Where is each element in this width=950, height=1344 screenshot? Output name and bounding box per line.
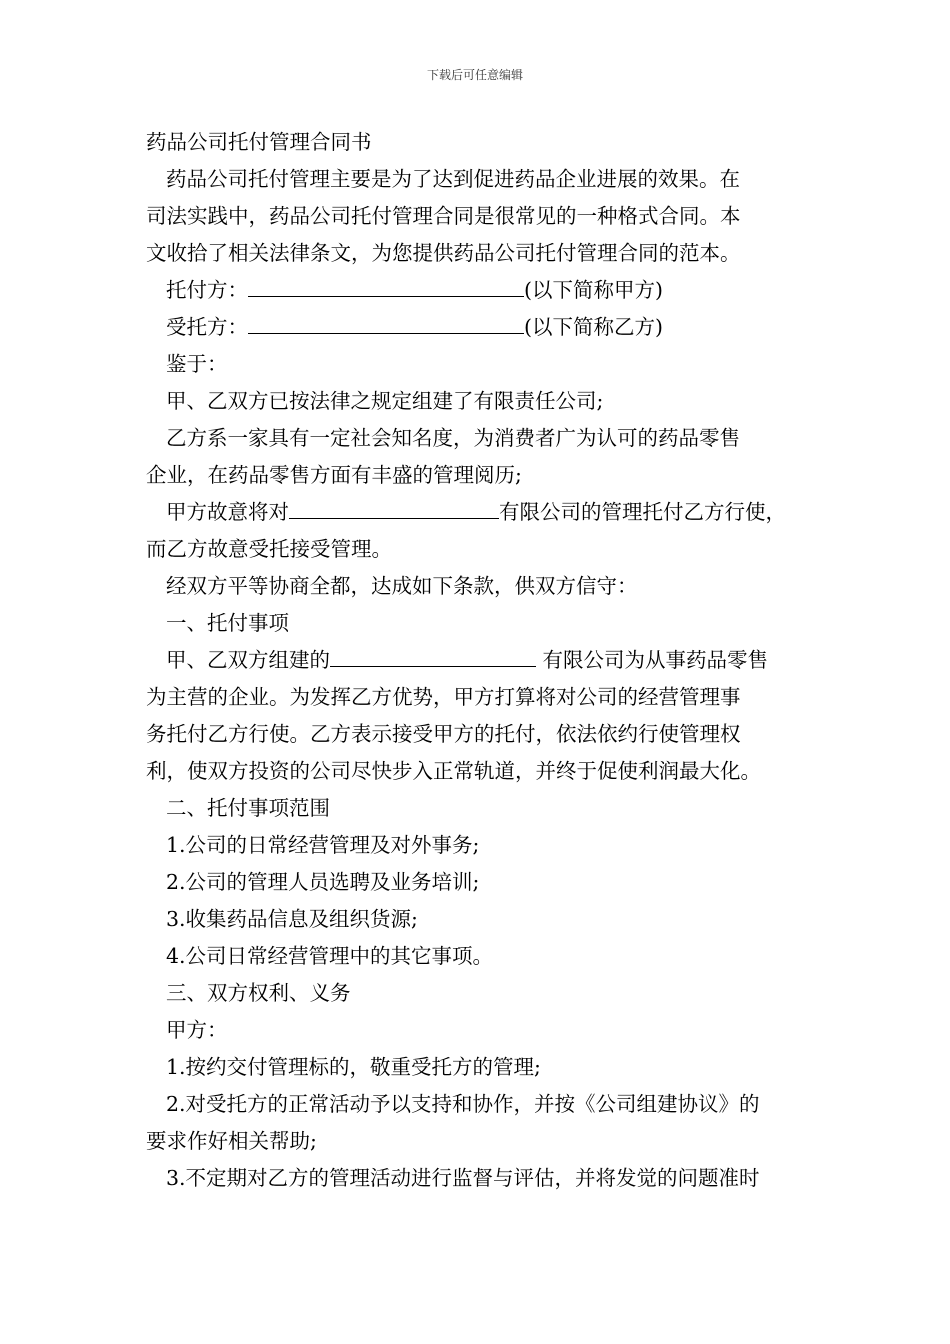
section-2-title: 二、托付事项范围 <box>166 796 330 820</box>
whereas-clause-3 <box>146 494 810 531</box>
whereas-3-suffix: 有限公司的管理托付乙方行使， <box>499 500 786 524</box>
party-a-heading: 甲方： <box>166 1018 228 1042</box>
whereas-clause-3-cont: 而乙方故意受托接受管理。 <box>146 537 392 561</box>
party-a-suffix: (以下简称甲方) <box>524 278 663 302</box>
intro-line: 药品公司托付管理主要是为了达到促进药品企业进展的效果。在 <box>166 167 740 191</box>
section-3-item: 1.按约交付管理标的，敬重受托方的管理; <box>166 1055 541 1079</box>
whereas-clause-2-cont: 企业，在药品零售方面有丰盛的管理阅历; <box>146 463 522 487</box>
party-a-label: 托付方： <box>166 278 248 302</box>
section-1-suffix: 有限公司为从事药品零售 <box>536 648 769 672</box>
section-1-prefix: 甲、乙双方组建的 <box>166 648 330 672</box>
company-blank[interactable] <box>289 496 499 519</box>
party-a-line <box>146 272 810 309</box>
section-3-item: 3.不定期对乙方的管理活动进行监督与评估，并将发觉的问题准时 <box>166 1166 760 1190</box>
whereas-heading: 鉴于： <box>166 352 228 376</box>
section-2-item: 2.公司的管理人员选聘及业务培训; <box>166 870 480 894</box>
section-1-line: 利，使双方投资的公司尽快步入正常轨道，并终于促使利润最大化。 <box>146 759 761 783</box>
section-2-item: 1.公司的日常经营管理及对外事务; <box>166 833 480 857</box>
section-2-item: 4.公司日常经营管理中的其它事项。 <box>166 944 494 968</box>
intro-line: 司法实践中，药品公司托付管理合同是很常见的一种格式合同。本 <box>146 204 741 228</box>
section-1-first-line <box>146 642 810 679</box>
party-b-line <box>146 309 810 346</box>
document-title: 药品公司托付管理合同书 <box>146 130 372 154</box>
whereas-clause-1: 甲、乙双方已按法律之规定组建了有限责任公司; <box>166 389 604 413</box>
party-a-blank[interactable] <box>248 274 524 297</box>
section-3-item-cont: 要求作好相关帮助; <box>146 1129 317 1153</box>
party-b-blank[interactable] <box>248 311 524 334</box>
section-3-item: 2.对受托方的正常活动予以支持和协作，并按《公司组建协议》的 <box>166 1092 760 1116</box>
intro-line: 文收拾了相关法律条文，为您提供药品公司托付管理合同的范本。 <box>146 241 741 265</box>
agreement-line: 经双方平等协商全都，达成如下条款，供双方信守： <box>166 574 638 598</box>
section-1-line: 为主营的企业。为发挥乙方优势，甲方打算将对公司的经营管理事 <box>146 685 741 709</box>
page-header: 下载后可任意编辑 <box>426 68 523 82</box>
section-3-title: 三、双方权利、义务 <box>166 981 351 1005</box>
section-1-title: 一、托付事项 <box>166 611 289 635</box>
whereas-clause-2: 乙方系一家具有一定社会知名度，为消费者广为认可的药品零售 <box>166 426 740 450</box>
section-1-company-blank[interactable] <box>330 644 536 667</box>
section-2-item: 3.收集药品信息及组织货源; <box>166 907 418 931</box>
party-b-suffix: (以下简称乙方) <box>524 315 663 339</box>
section-1-line: 务托付乙方行使。乙方表示接受甲方的托付，依法依约行使管理权 <box>146 722 741 746</box>
party-b-label: 受托方： <box>166 315 248 339</box>
document-body <box>146 124 810 1197</box>
whereas-3-prefix: 甲方故意将对 <box>166 500 289 524</box>
